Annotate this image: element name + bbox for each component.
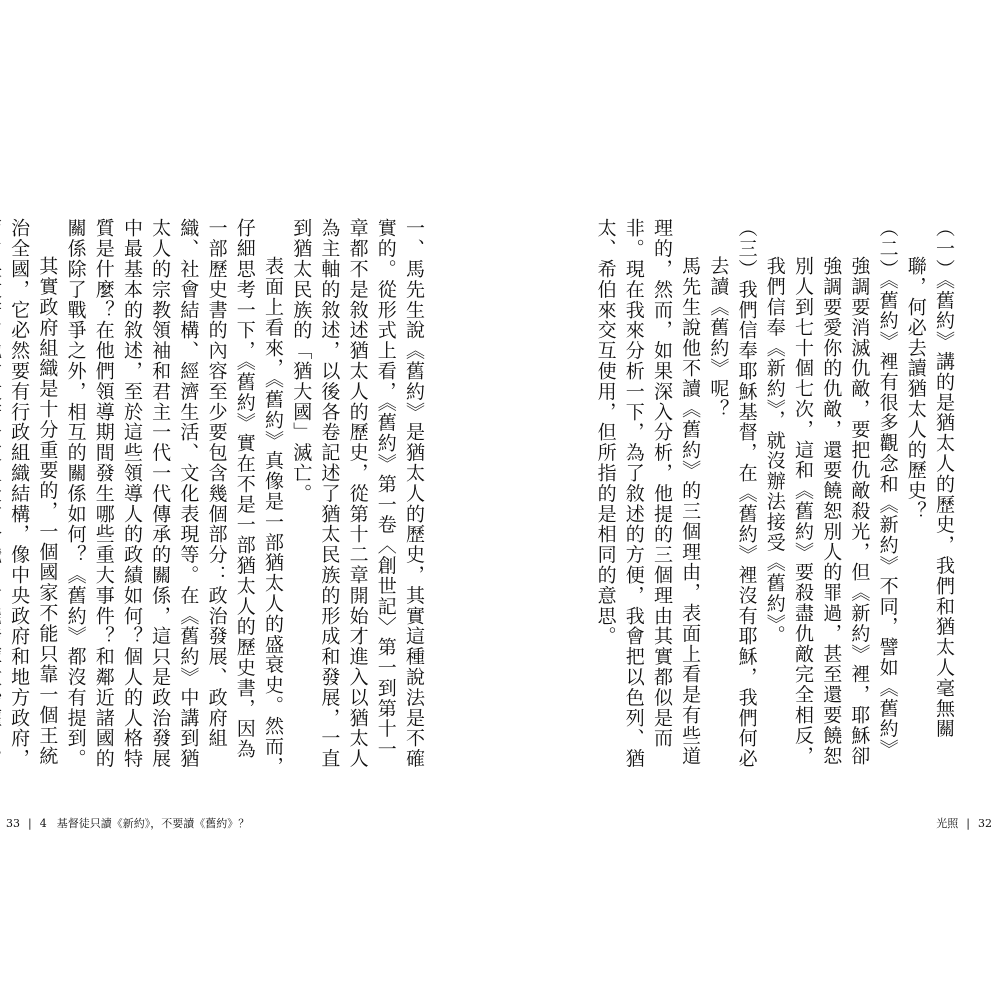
footer-divider: | (28, 817, 32, 830)
right-paragraph-3: （三）我們信奉耶穌基督，在《舊約》裡沒有耶穌，我們何必去讀《舊約》呢？ (707, 218, 758, 769)
right-paragraph-2: （二）《舊約》裡有很多觀念和《新約》不同，譬如《舊約》強調要消滅仇敵，要把仇敵殺光，但《新約》裡，耶穌卻強調要愛你的仇敵，還要饒恕別人的罪過，甚至還要饒恕別人到七十個七次，這和《舊約》要殺盡仇敵完全相反，我們信奉《新約》，就沒辦法接受《舊約》。 (763, 218, 899, 766)
left-page-number: 33 (6, 817, 20, 830)
right-page-body (594, 218, 958, 778)
left-paragraph-2: 表面上看來，《舊約》真像是一部猶太人的盛衰史。然而，仔細思考一下，《舊約》實在不是一部猶太人的歷史書，因為一部歷史書的內容至少要包含幾個部分：政治發展、政府組織、社會結構、經濟生活、文化表現等。在《舊約》中講到猶太人的宗教領袖和君主一代一代傳承的關係，這只是政治發展中最基本的敘述，至於這些領導人的政績如何？個人的人格特質是什麼？在他們領導期間發生哪些重大事件？和鄰近諸國的關係除了戰爭之外，相互的關係如何？《舊約》都沒有提到。 (64, 218, 284, 777)
left-paragraph-1: 一、馬先生說《舊約》是猶太人的歷史，其實這種說法是不確實的。從形式上看，《舊約》第一卷〈創世記〉第一到第十一章都不是敘述猶太人的歷史，從第十二章開始才進入以猶太人為主軸的敘述，以後各卷記述了猶太民族的形成和發展，一直到猶太民族的「猶大國」滅亡。 (290, 218, 425, 769)
section-title: 光照 (936, 817, 959, 830)
footer-right (936, 815, 992, 831)
footer-divider: | (966, 817, 970, 830)
chapter-title: 基督徒只讀《新約》，不要讀《舊約》？ (56, 817, 250, 830)
right-paragraph-4: 馬先生說他不讀《舊約》的三個理由，表面上看是有些道理的，然而，如果深入分析，他提的三個理由其實都似是而非。現在我來分析一下，為了敘述的方便，我會把以色列、猶太、希伯來交互使用，但所指的是相同的意思。 (594, 218, 702, 769)
footer-left (6, 815, 249, 831)
chapter-number: 4 (39, 817, 47, 830)
left-page-body (8, 218, 428, 778)
left-paragraph-3: 其實政府組織是十分重要的，一個國家不能只靠一個王統治全國，它必然要有行政組織結構，像中央政府和地方政府， (8, 218, 59, 769)
right-paragraph-1: （一）《舊約》講的是猶太人的歷史，我們和猶太人毫無關聯，何必去讀猶太人的歷史？ (904, 218, 955, 739)
right-page-number: 32 (978, 817, 992, 830)
